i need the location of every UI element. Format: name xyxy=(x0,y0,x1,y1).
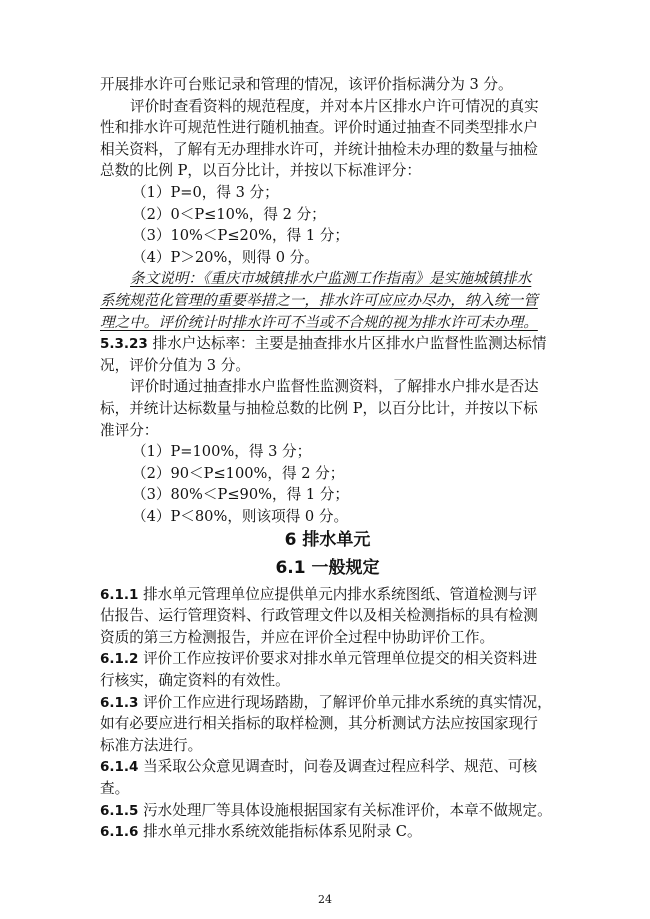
list-item: （4）P＞20%，则得 0 分。 xyxy=(132,248,319,266)
text-line: 资质的第三方检测报告，并应在评价全过程中协助评价工作。 xyxy=(100,628,495,646)
text-line: 准评分： xyxy=(100,421,159,439)
clause-5-3-23 xyxy=(100,333,555,355)
text-line: 评价时查看资料的规范程度，并对本片区排水户许可情况的真实 xyxy=(130,97,539,115)
clause-6-1-6 xyxy=(100,821,555,843)
clause-text: 当采取公众意见调查时，问卷及调查过程应科学、规范、可核 xyxy=(138,758,538,776)
text-line: 查。 xyxy=(100,780,130,797)
clause-text: 污水处理厂等具体设施根据国家有关标准评价，本章不做规定。 xyxy=(138,801,552,819)
explanatory-note: 系统规范化管理的重要举措之一，排水许可应应办尽办，纳入统一管 xyxy=(100,292,538,309)
clause-text: 评价工作应进行现场踏勘，了解评价单元排水系统的真实情况， xyxy=(138,693,552,711)
clause-number: 6.1.6 xyxy=(100,824,139,841)
list-item: （2）0＜P≤10%，得 2 分； xyxy=(132,205,326,223)
list-item: （4）P＜80%，则该项得 0 分。 xyxy=(132,508,349,525)
clause-number: 6.1.3 xyxy=(100,694,139,711)
text-line: 标准方法进行。 xyxy=(100,736,203,754)
text-line: 估报告、运行管理资料、行政管理文件以及相关检测指标的具有检测 xyxy=(100,607,538,625)
explanatory-note: 条文说明：《重庆市城镇排水户监测工作指南》是实施城镇排水 xyxy=(130,270,532,288)
clause-6-1-3 xyxy=(100,692,555,714)
clause-text: 排水单元排水系统效能指标体系见附录 C。 xyxy=(138,823,422,841)
clause-6-1-4 xyxy=(100,756,555,778)
clause-text: 排水单元管理单位应提供单元内排水系统图纸、管道检测与评 xyxy=(138,585,538,603)
text-line: 评价时通过抽查排水户监督性监测资料，了解排水户排水是否达 xyxy=(130,378,539,396)
list-item: （1）P=100%，得 3 分； xyxy=(132,443,312,461)
list-item: （3）10%＜P≤20%，得 1 分； xyxy=(132,227,349,245)
chapter-heading: 6 排水单元 xyxy=(284,529,371,550)
clause-number: 6.1.2 xyxy=(100,651,139,668)
text-line: 开展排水许可台账记录和管理的情况，该评价指标满分为 3 分。 xyxy=(100,76,513,93)
text-line: 况，评价分值为 3 分。 xyxy=(100,356,250,374)
clause-6-1-1 xyxy=(100,584,555,606)
text-line: 总数的比例 P，以百分比计，并按以下标准评分： xyxy=(100,162,421,180)
text-line: 标，并统计达标数量与抽检总数的比例 P，以百分比计，并按以下标 xyxy=(100,400,538,417)
text-line: 性和排水许可规范性进行随机抽查。评价时通过抽查不同类型排水户 xyxy=(100,119,538,137)
clause-text: 排水户达标率：主要是抽查排水片区排水户监督性监测达标情 xyxy=(147,335,547,353)
text-line: 相关资料，了解有无办理排水许可，并统计抽检未办理的数量与抽检 xyxy=(100,140,538,158)
clause-number: 5.3.23 xyxy=(100,336,148,353)
text-line: 行核实，确定资料的有效性。 xyxy=(100,672,290,689)
clause-number: 6.1.5 xyxy=(100,802,139,819)
section-heading: 6.1 一般规定 xyxy=(275,557,380,578)
clause-6-1-5 xyxy=(100,800,555,822)
list-item: （2）90＜P≤100%，得 2 分； xyxy=(132,464,345,482)
clause-6-1-2 xyxy=(100,648,555,670)
list-item: （3）80%＜P≤90%，得 1 分； xyxy=(132,486,349,504)
clause-text: 评价工作应按评价要求对排水单元管理单位提交的相关资料进 xyxy=(138,650,538,668)
page-number: 24 xyxy=(318,893,332,906)
clause-number: 6.1.1 xyxy=(100,586,139,603)
list-item: （1）P=0，得 3 分； xyxy=(132,184,279,201)
clause-number: 6.1.4 xyxy=(100,759,139,776)
explanatory-note: 理之中。评价统计时排水许可不当或不合规的视为排水许可未办理。 xyxy=(100,313,538,331)
text-line: 如有必要应进行相关指标的取样检测，其分析测试方法应按国家现行 xyxy=(100,715,538,733)
